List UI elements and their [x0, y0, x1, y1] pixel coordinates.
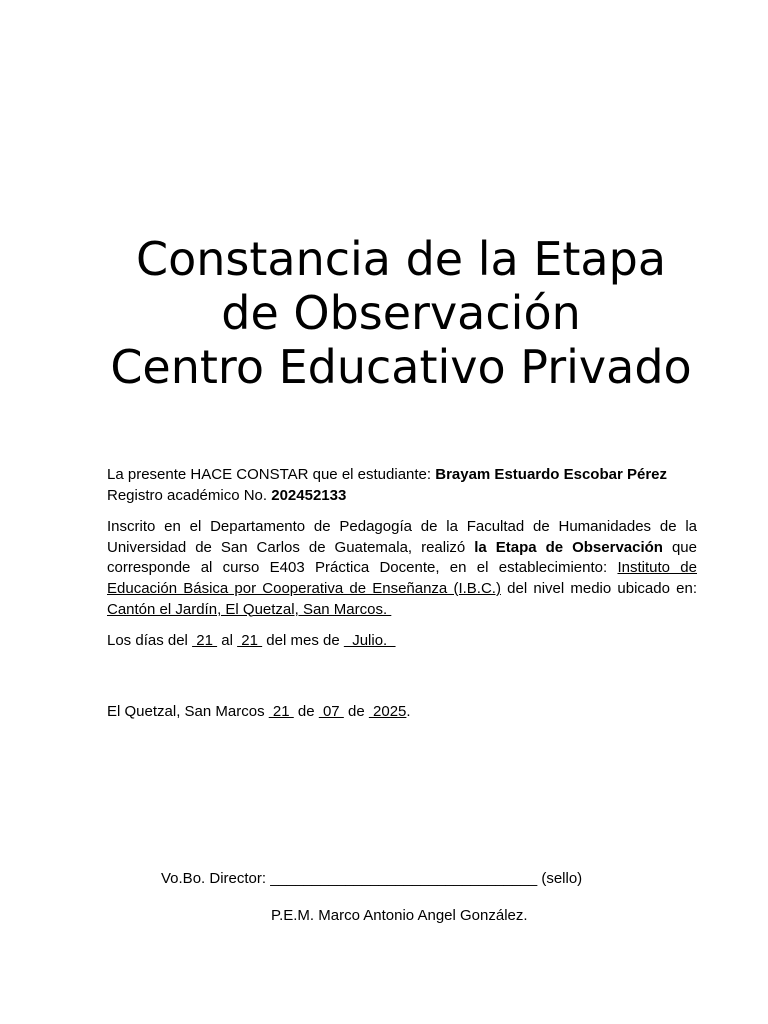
- days-prefix: Los días del: [107, 632, 193, 650]
- document-body: [107, 465, 697, 652]
- days-paragraph: [107, 631, 697, 652]
- date-sep-2: de: [343, 703, 369, 720]
- enrollment-paragraph: [107, 517, 697, 620]
- date-sep-1: de: [293, 703, 319, 720]
- director-name: P.E.M. Marco Antonio Angel González.: [271, 907, 528, 924]
- signature-blank: ________________________________: [270, 870, 538, 887]
- month-name: Julio.: [343, 632, 396, 650]
- month-label: del mes de: [262, 632, 344, 650]
- issue-month: 07: [318, 703, 344, 720]
- student-name: Brayam Estuardo Escobar Pérez: [435, 466, 668, 483]
- enrollment-text-1: Inscrito en el Departamento de Pedagogía de la Facultad de Humanidades de la Universidad de San Carlos de Guatemala, realizó: [107, 518, 697, 556]
- seal-label: (sello): [537, 870, 583, 887]
- stage-name: la Etapa de Observación: [474, 538, 663, 556]
- title-line-1: Constancia de la Etapa: [135, 232, 667, 286]
- institution-name: Instituto de Educación Básica por Cooperativa de Enseñanza (I.B.C.): [107, 559, 697, 597]
- issue-day: 21: [268, 703, 294, 720]
- title-line-2: de Observación: [221, 286, 581, 340]
- to-day: 21: [237, 632, 263, 650]
- from-day: 21: [192, 632, 218, 650]
- issue-place: El Quetzal, San Marcos: [107, 703, 269, 720]
- intro-prefix: La presente HACE CONSTAR que el estudiante:: [107, 466, 436, 483]
- registry-label: Registro académico No.: [107, 486, 272, 504]
- signature-line: [161, 869, 582, 889]
- issue-year: 2025: [368, 703, 407, 720]
- enrollment-text-2: que corresponde al curso E403 Práctica Docente, en el establecimiento:: [107, 538, 697, 577]
- institution-location: Cantón el Jardín, El Quetzal, San Marcos.: [107, 600, 392, 618]
- title-line-3: Centro Educativo Privado: [110, 340, 692, 394]
- registry-number: 202452133: [271, 486, 347, 504]
- vobo-label: Vo.Bo. Director:: [161, 870, 271, 887]
- date-end: .: [406, 703, 411, 720]
- intro-paragraph: [107, 465, 697, 506]
- to-label: al: [217, 632, 238, 650]
- issue-date-line: [107, 702, 411, 722]
- enrollment-text-3: del nivel medio ubicado en:: [500, 579, 697, 597]
- document-title: [0, 232, 768, 394]
